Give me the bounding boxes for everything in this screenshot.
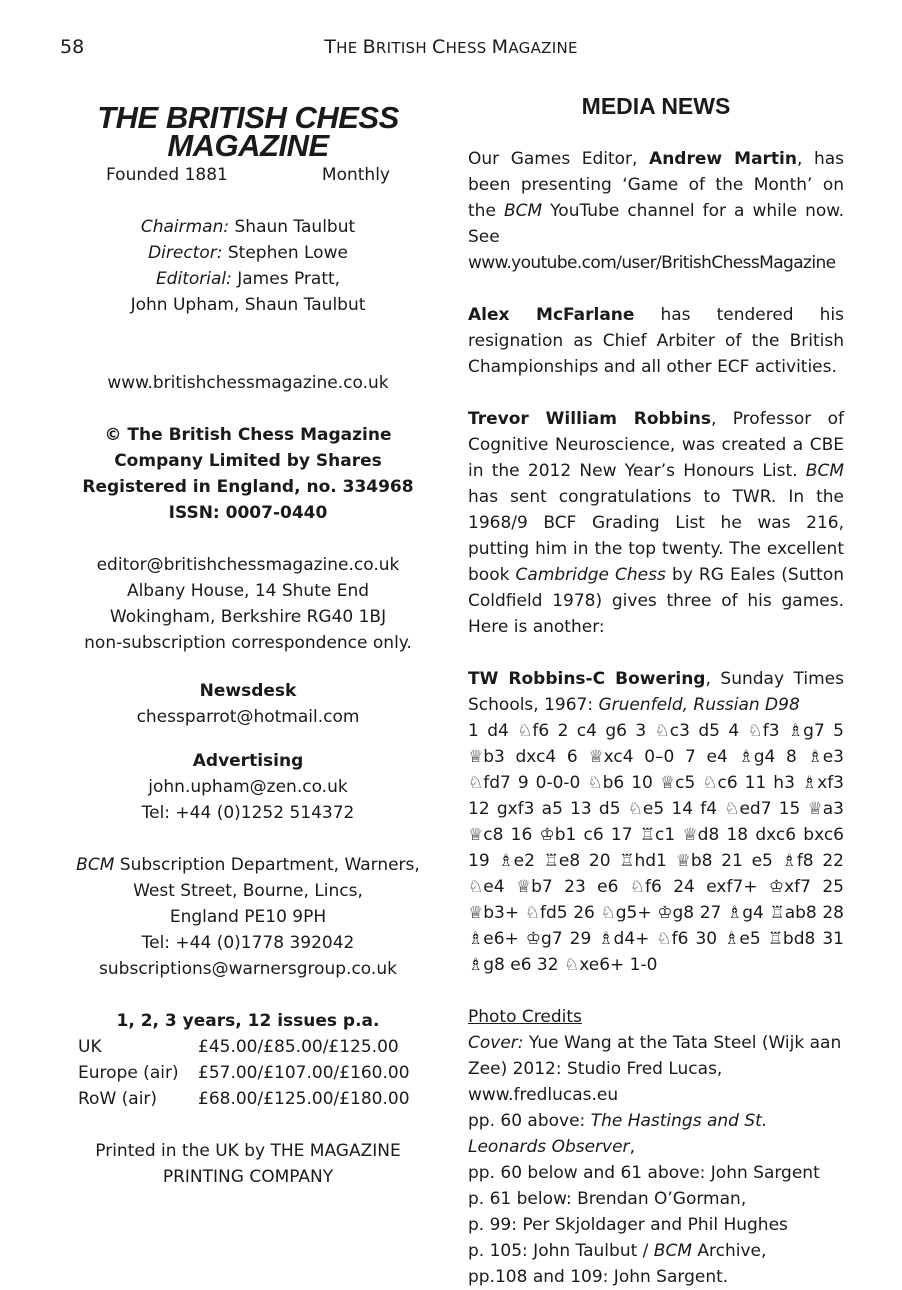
editor-email[interactable]: editor@britishchessmagazine.co.uk xyxy=(96,555,400,575)
photo-credits-heading: Photo Credits xyxy=(468,1007,582,1027)
youtube-link[interactable]: www.youtube.com/user/BritishChessMagazine xyxy=(468,253,836,273)
founded-text: Founded 1881 xyxy=(106,165,228,185)
masthead-title: THE BRITISH CHESS MAGAZINE xyxy=(97,100,399,163)
subscription-email[interactable]: subscriptions@warnersgroup.co.uk xyxy=(99,959,397,979)
staff-editorial-cont: John Upham, Shaun Taulbut xyxy=(130,295,366,315)
chess-game: TW Robbins-C Bowering, Sunday Times Schools, 1967: Gruenfeld, Russian D98 1 d4 ♘f6 2 c4 g6 3 ♘c3 d5 4 ♘f3 ♗g7 5 ♕b3 dxc4 6 ♕xc4 0–0 7 e4 ♗g4 8 ♗e3 ♘fd7 9 0-0-0 ♘b6 10 ♕c5 ♘c6 11 h3 ♗xf3 12 gxf3 a5 13 d5 ♘e5 14 f4 ♘ed7 15 ♕a3 ♕c8 16 ♔b1 c6 17 ♖c1 ♕d8 18 dxc6 bxc6 19 ♗e2 ♖e8 20 ♖hd1 ♕b8 21 e5 ♗f8 22 ♘e4 ♕b7 23 e6 ♘f6 24 exf7+ ♔xf7 25 ♕b3+ ♘fd5 26 ♘g5+ ♔g8 27 ♗g4 ♖ab8 28 ♗e6+ ♔g7 29 ♗d4+ ♘f6 30 ♗e5 ♖bd8 31 ♗g8 e6 32 ♘xe6+ 1-0 xyxy=(468,669,844,975)
newsdesk-email[interactable]: chessparrot@hotmail.com xyxy=(136,707,360,727)
news-item-trevor-robbins: Trevor William Robbins, Professor of Cognitive Neuroscience, was created a CBE in the 2012 New Year’s Honours List. BCM has sent congratulations to TWR. In the 1968/9 BCF Grading List he was 216, putting him in the top twenty. The excellent book Cambridge Chess by RG Eales (Sutton Coldfield 1978) gives three of his games. Here is another: xyxy=(468,409,844,637)
running-title: THE BRITISH CHESS MAGAZINE xyxy=(324,36,578,58)
advertising: Advertising john.upham@zen.co.uk Tel: +44 (0)1252 514372 xyxy=(70,748,426,826)
editorial-address: editor@britishchessmagazine.co.uk Albany House, 14 Shute End Wokingham, Berkshire RG40 1BJ non-subscription correspondence only. xyxy=(70,552,426,656)
media-news-column xyxy=(468,92,844,1290)
prices-title: 1, 2, 3 years, 12 issues p.a. xyxy=(116,1011,380,1031)
masthead-column xyxy=(70,100,426,1190)
printer-info: Printed in the UK by THE MAGAZINE PRINTING COMPANY xyxy=(95,1141,401,1187)
price-table xyxy=(78,1034,418,1112)
company-info: © The British Chess Magazine Company Limited by Shares Registered in England, no. 334968 ISSN: 0007-0440 xyxy=(82,425,414,523)
newsdesk: Newsdesk chessparrot@hotmail.com xyxy=(70,678,426,730)
subscription-dept: BCM Subscription Department, Warners, West Street, Bourne, Lincs, England PE10 9PH Tel: +44 (0)1778 392042 subscriptions@warnersgroup.co.uk xyxy=(70,852,426,982)
masthead-subtitle xyxy=(70,162,426,188)
staff-list xyxy=(70,214,426,318)
game-moves: 1 d4 ♘f6 2 c4 g6 3 ♘c3 d5 4 ♘f3 ♗g7 5 ♕b3 dxc4 6 ♕xc4 0–0 7 e4 ♗g4 8 ♗e3 ♘fd7 9 0-0-0 ♘b6 10 ♕c5 ♘c6 11 h3 ♗xf3 12 gxf3 a5 13 d5 ♘e5 14 f4 ♘ed7 15 ♕a3 ♕c8 16 ♔b1 c6 17 ♖c1 ♕d8 18 dxc6 bxc6 19 ♗e2 ♖e8 20 ♖hd1 ♕b8 21 e5 ♗f8 22 ♘e4 ♕b7 23 e6 ♘f6 24 exf7+ ♔xf7 25 ♕b3+ ♘fd5 26 ♘g5+ ♔g8 27 ♗g4 ♖ab8 28 ♗e6+ ♔g7 29 ♗d4+ ♘f6 30 ♗e5 ♖bd8 31 ♗g8 e6 32 ♘xe6+ 1-0 xyxy=(468,721,844,975)
staff-chairman: Chairman: Shaun Taulbut xyxy=(140,217,356,237)
table-row: RoW (air) £68.00/£125.00/£180.00 xyxy=(78,1089,410,1109)
fredlucas-link[interactable]: www.fredlucas.eu xyxy=(468,1085,619,1105)
frequency-text: Monthly xyxy=(321,165,390,185)
table-row: Europe (air) £57.00/£107.00/£160.00 xyxy=(78,1063,410,1083)
page-header xyxy=(0,36,902,66)
photo-credits: Photo Credits Cover: Yue Wang at the Tata Steel (Wijk aan Zee) 2012: Studio Fred Lucas, www.fredlucas.eu pp. 60 above: The Hastings and St. Leonards Observer, pp. 60 below and 61 above: John Sargent p. 61 below: Brendan O’Gorman, p. 99: Per Skjoldager and Phil Hughes p. 105: John Taulbut / BCM Archive, pp.108 and 109: John Sargent. xyxy=(468,1004,844,1290)
news-item-andrew-martin: Our Games Editor, Andrew Martin, has been presenting ‘Game of the Month’ on the BCM YouTube channel for a while now. See www.youtube.com/user/BritishChessMagazine xyxy=(468,146,844,276)
section-heading: MEDIA NEWS xyxy=(581,93,731,119)
page-number: 58 xyxy=(60,36,85,58)
news-item-alex-mcfarlane: Alex McFarlane has tendered his resignation as Chief Arbiter of the British Championships and all other ECF activities. xyxy=(468,305,844,377)
website-link[interactable]: www.britishchessmagazine.co.uk xyxy=(107,373,389,393)
advertising-email[interactable]: john.upham@zen.co.uk xyxy=(148,777,348,797)
staff-director: Director: Stephen Lowe xyxy=(148,243,348,263)
table-row: UK £45.00/£85.00/£125.00 xyxy=(78,1037,399,1057)
staff-editorial: Editorial: James Pratt, xyxy=(155,269,341,289)
